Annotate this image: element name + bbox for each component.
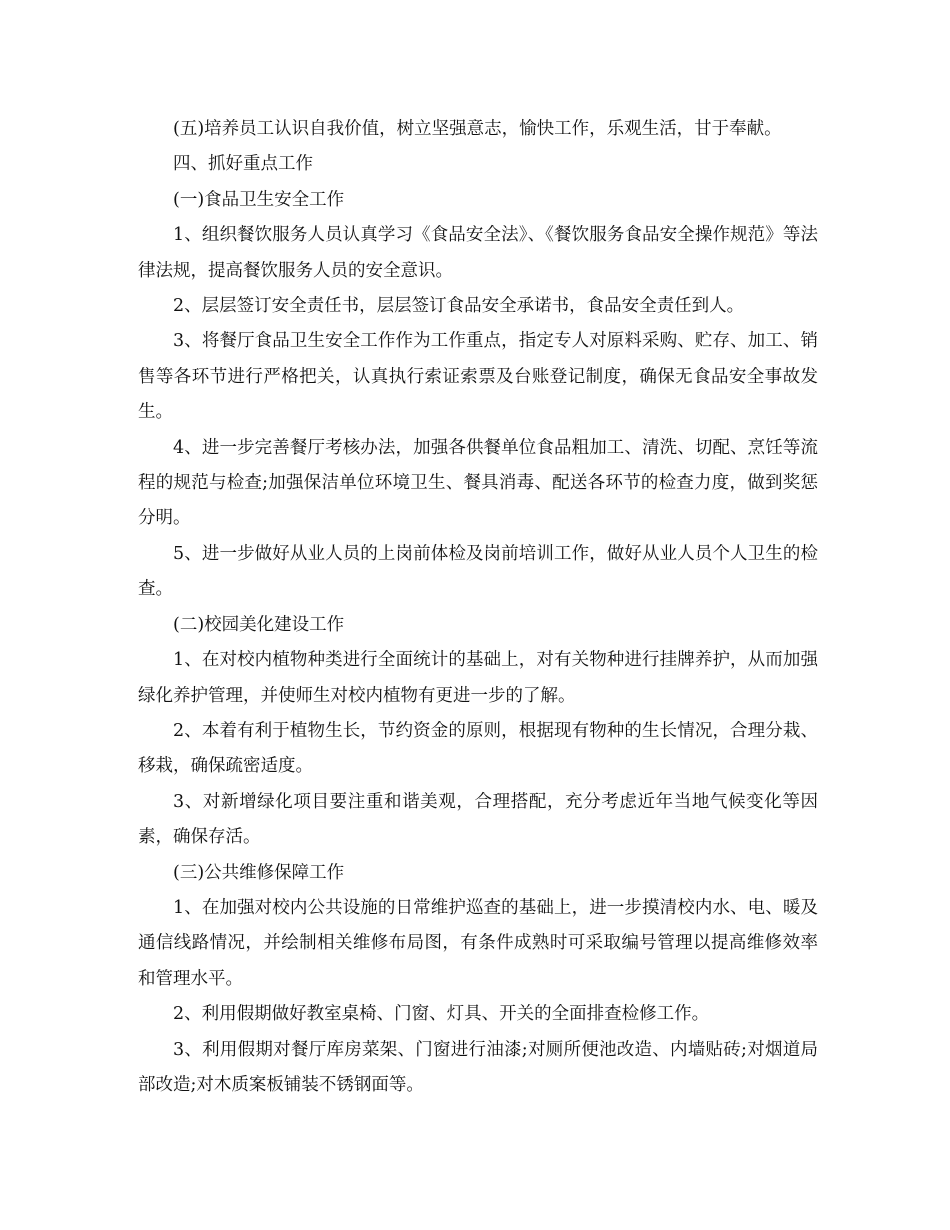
paragraph-campus-3: 3、对新增绿化项目要注重和谐美观，合理搭配，充分考虑近年当地气候变化等因素，确保存活。: [138, 791, 818, 848]
subsection-heading-maintenance: (三)公共维修保障工作: [173, 862, 345, 883]
paragraph-maintenance-1: 1、在加强对校内公共设施的日常维护巡查的基础上，进一步摸清校内水、电、暖及通信线路情况，并绘制相关维修布局图，有条件成熟时可采取编号管理以提高维修效率和管理水平。: [138, 897, 818, 989]
paragraph-campus-2: 2、本着有利于植物生长，节约资金的原则，根据现有物种的生长情况，合理分栽、移栽，确保疏密适度。: [138, 720, 818, 777]
subsection-heading-campus-beautification: (二)校园美化建设工作: [173, 614, 345, 635]
paragraph-food-safety-2: 2、层层签订安全责任书，层层签订食品安全承诺书，食品安全责任到人。: [173, 296, 745, 317]
paragraph-training-staff: (五)培养员工认识自我价值，树立坚强意志，愉快工作，乐观生活，甘于奉献。: [173, 119, 782, 139]
paragraph-food-safety-5: 5、进一步做好从业人员的上岗前体检及岗前培训工作，做好从业人员个人卫生的检查。: [138, 543, 818, 600]
paragraph-food-safety-3: 3、将餐厅食品卫生安全工作作为工作重点，指定专人对原料采购、贮存、加工、销售等各环节进行严格把关，认真执行索证索票及台账登记制度，确保无食品安全事故发生。: [138, 331, 818, 423]
document-body: [138, 112, 818, 1103]
paragraph-maintenance-2: 2、利用假期做好教室桌椅、门窗、灯具、开关的全面排查检修工作。: [173, 1004, 710, 1025]
paragraph-food-safety-1: 1、组织餐饮服务人员认真学习《食品安全法》、《餐饮服务食品安全操作规范》等法律法规，提高餐饮服务人员的安全意识。: [138, 225, 818, 281]
section-heading-key-work: 四、抓好重点工作: [173, 154, 313, 175]
paragraph-food-safety-4: 4、进一步完善餐厅考核办法，加强各供餐单位食品粗加工、清洗、切配、烹饪等流程的规范与检查;加强保洁单位环境卫生、餐具消毒、配送各环节的检查力度，做到奖惩分明。: [138, 437, 818, 529]
paragraph-maintenance-3: 3、利用假期对餐厅库房菜架、门窗进行油漆;对厕所便池改造、内墙贴砖;对烟道局部改造;对木质案板铺装不锈钢面等。: [138, 1039, 818, 1095]
paragraph-campus-1: 1、在对校内植物种类进行全面统计的基础上，对有关物种进行挂牌养护，从而加强绿化养护管理，并使师生对校内植物有更进一步的了解。: [138, 650, 818, 706]
subsection-heading-food-safety: (一)食品卫生安全工作: [173, 189, 345, 210]
